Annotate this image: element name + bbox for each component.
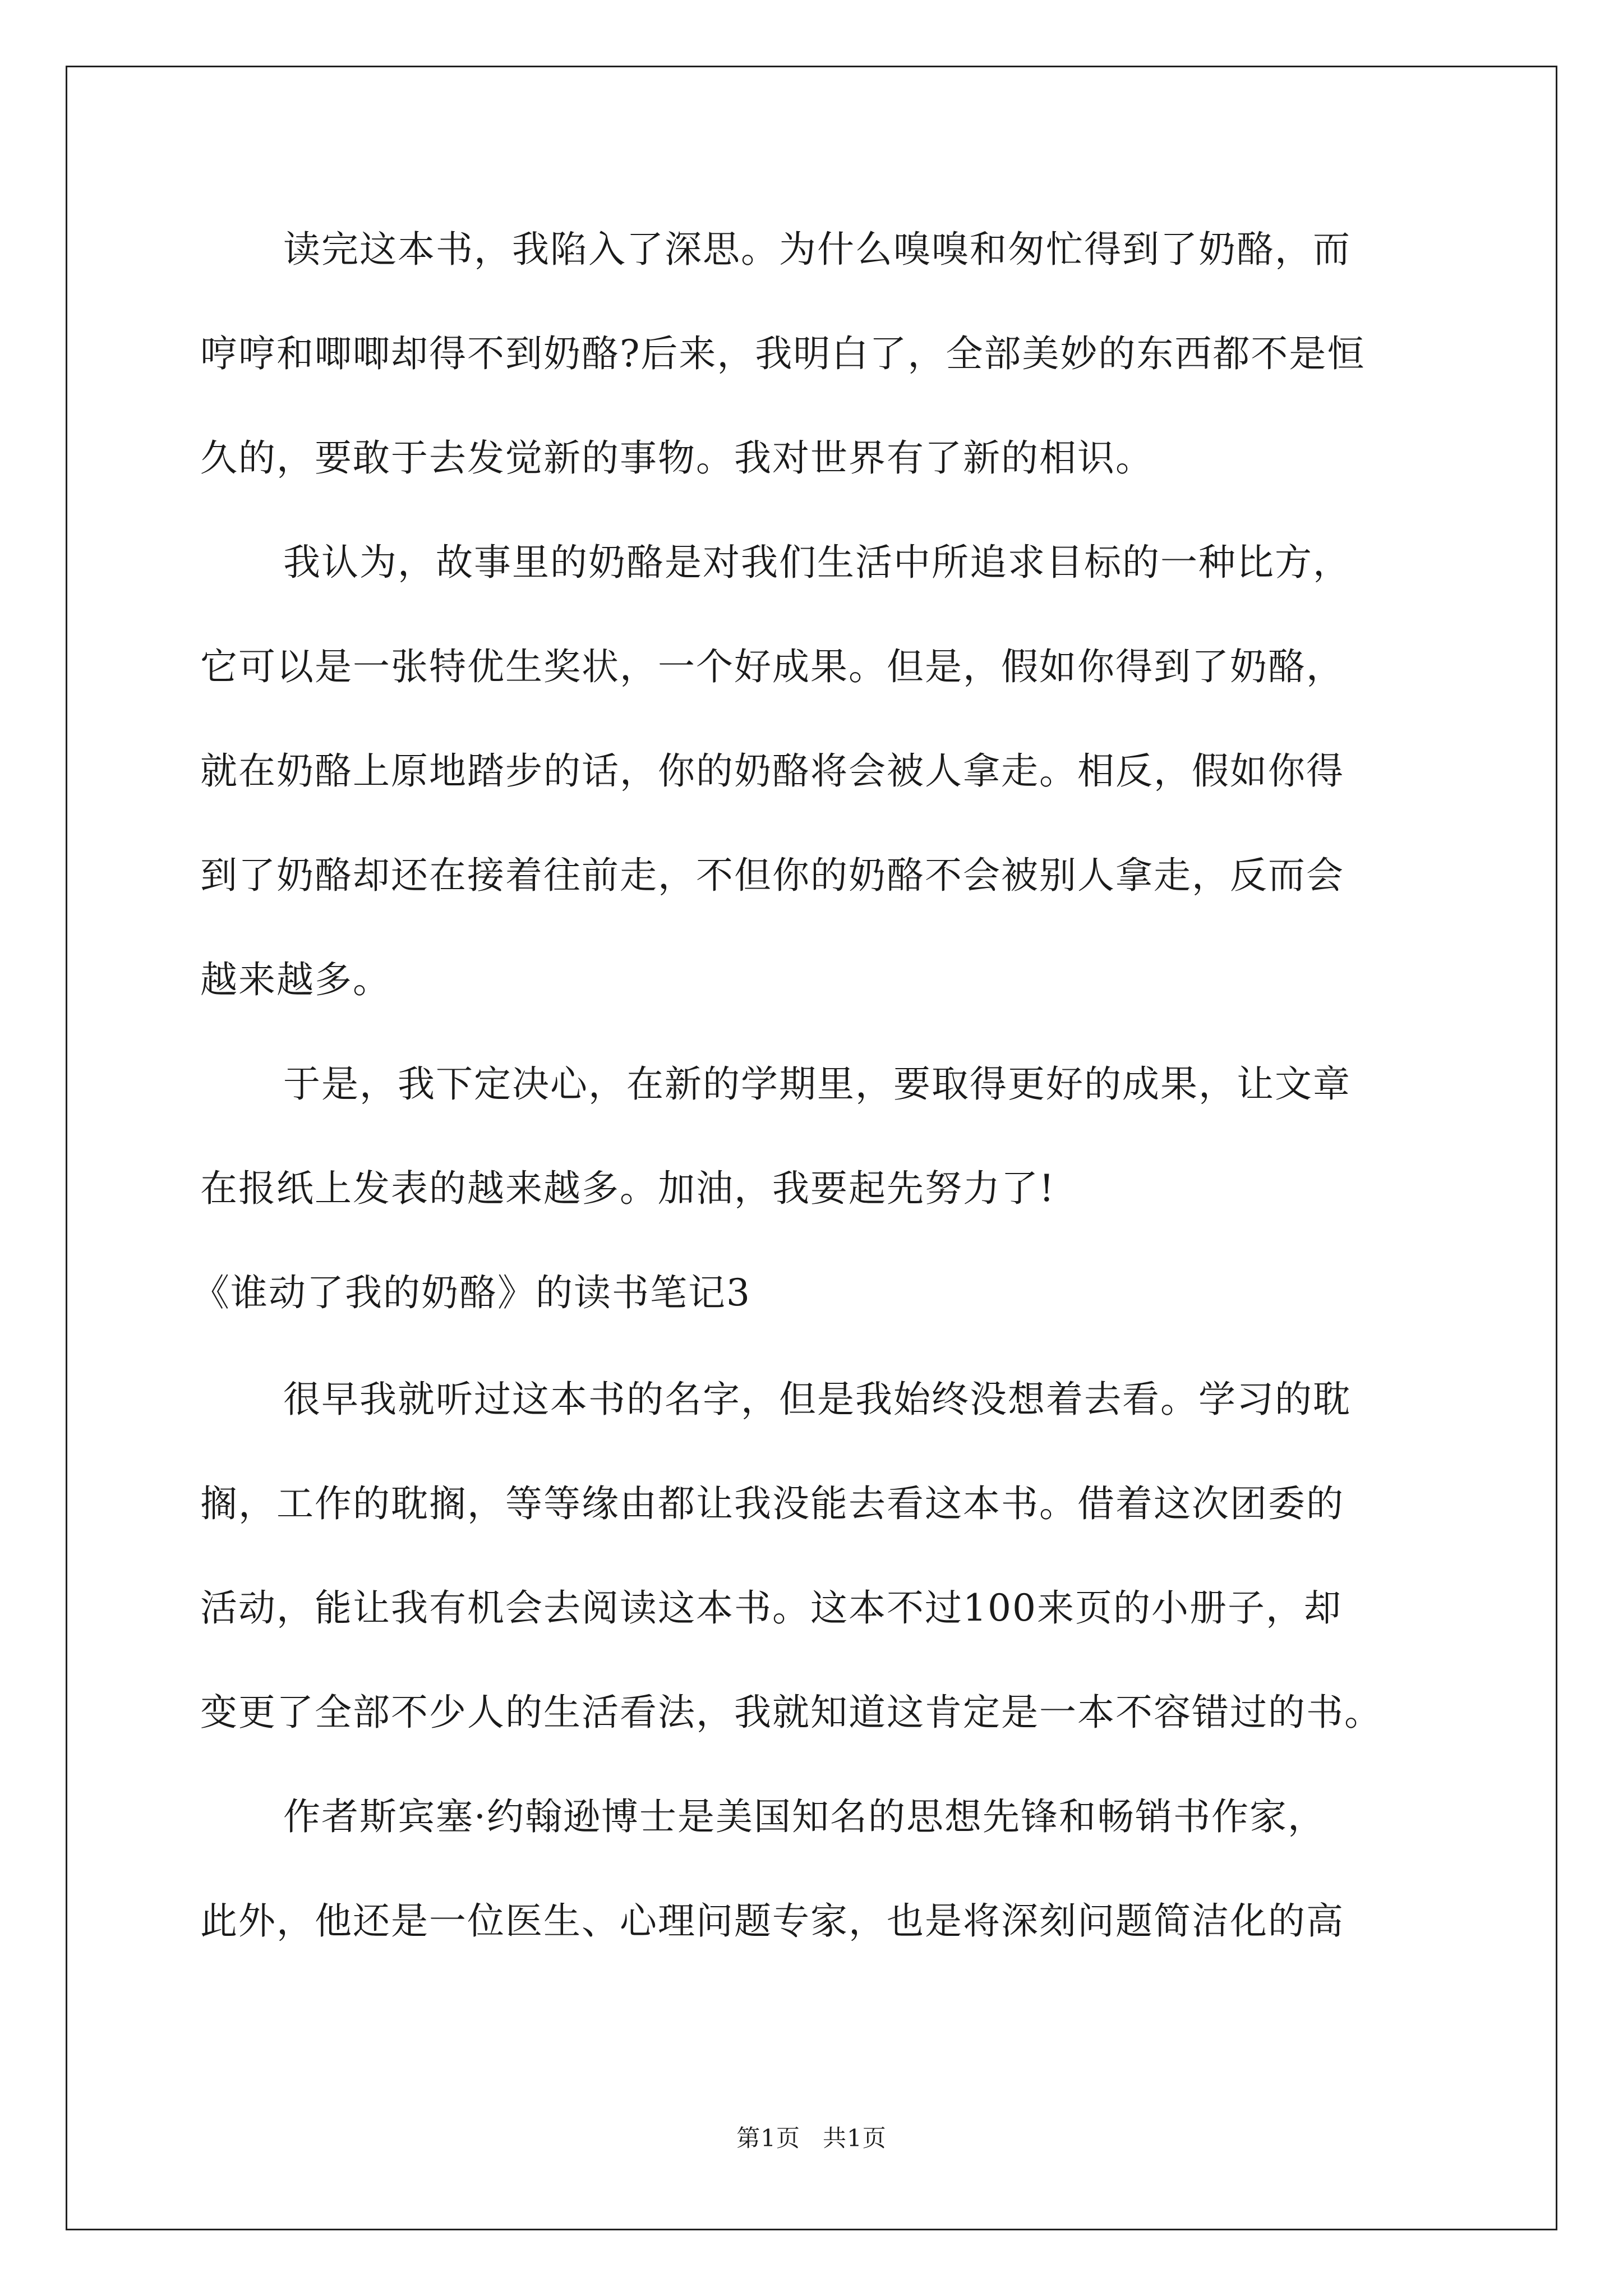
text-line: 它可以是一张特优生奖状，一个好成果。但是，假如你得到了奶酪，	[200, 645, 1344, 688]
section-heading: 《谁动了我的奶酪》的读书笔记3	[192, 1271, 751, 1314]
text-line: 于是，我下定决心，在新的学期里，要取得更好的成果，让文章	[283, 1062, 1351, 1106]
text-line: 读完这本书，我陷入了深思。为什么嗅嗅和匆忙得到了奶酪，而	[283, 228, 1351, 271]
page-footer	[0, 2123, 1623, 2154]
text-line: 此外，他还是一位医生、心理问题专家，也是将深刻问题简洁化的高	[200, 1899, 1344, 1943]
text-line: 越来越多。	[200, 958, 391, 1001]
text-line: 我认为，故事里的奶酪是对我们生活中所追求目标的一种比方，	[283, 541, 1351, 584]
text-line: 哼哼和唧唧却得不到奶酪?后来，我明白了，全部美妙的东西都不是恒	[200, 332, 1366, 375]
text-line: 就在奶酪上原地踏步的话，你的奶酪将会被人拿走。相反，假如你得	[200, 749, 1344, 793]
document-body	[192, 213, 1428, 1989]
text-line: 到了奶酪却还在接着往前走，不但你的奶酪不会被别人拿走，反而会	[200, 854, 1344, 897]
text-line: 变更了全部不少人的生活看法，我就知道这肯定是一本不容错过的书。	[200, 1691, 1382, 1734]
text-line: 久的，要敢于去发觉新的事物。我对世界有了新的相识。	[200, 436, 1154, 480]
text-line: 作者斯宾塞·约翰逊博士是美国知名的思想先锋和畅销书作家，	[283, 1795, 1326, 1838]
text-line: 活动，能让我有机会去阅读这本书。这本不过100来页的小册子，却	[200, 1586, 1342, 1630]
page-number: 第1页	[736, 2124, 800, 2152]
text-line: 在报纸上发表的越来越多。加油，我要起先努力了!	[200, 1167, 1055, 1210]
text-line: 很早我就听过这本书的名字，但是我始终没想着去看。学习的耽	[283, 1378, 1351, 1421]
text-line: 搁，工作的耽搁，等等缘由都让我没能去看这本书。借着这次团委的	[200, 1482, 1344, 1525]
page-total: 共1页	[823, 2124, 887, 2152]
